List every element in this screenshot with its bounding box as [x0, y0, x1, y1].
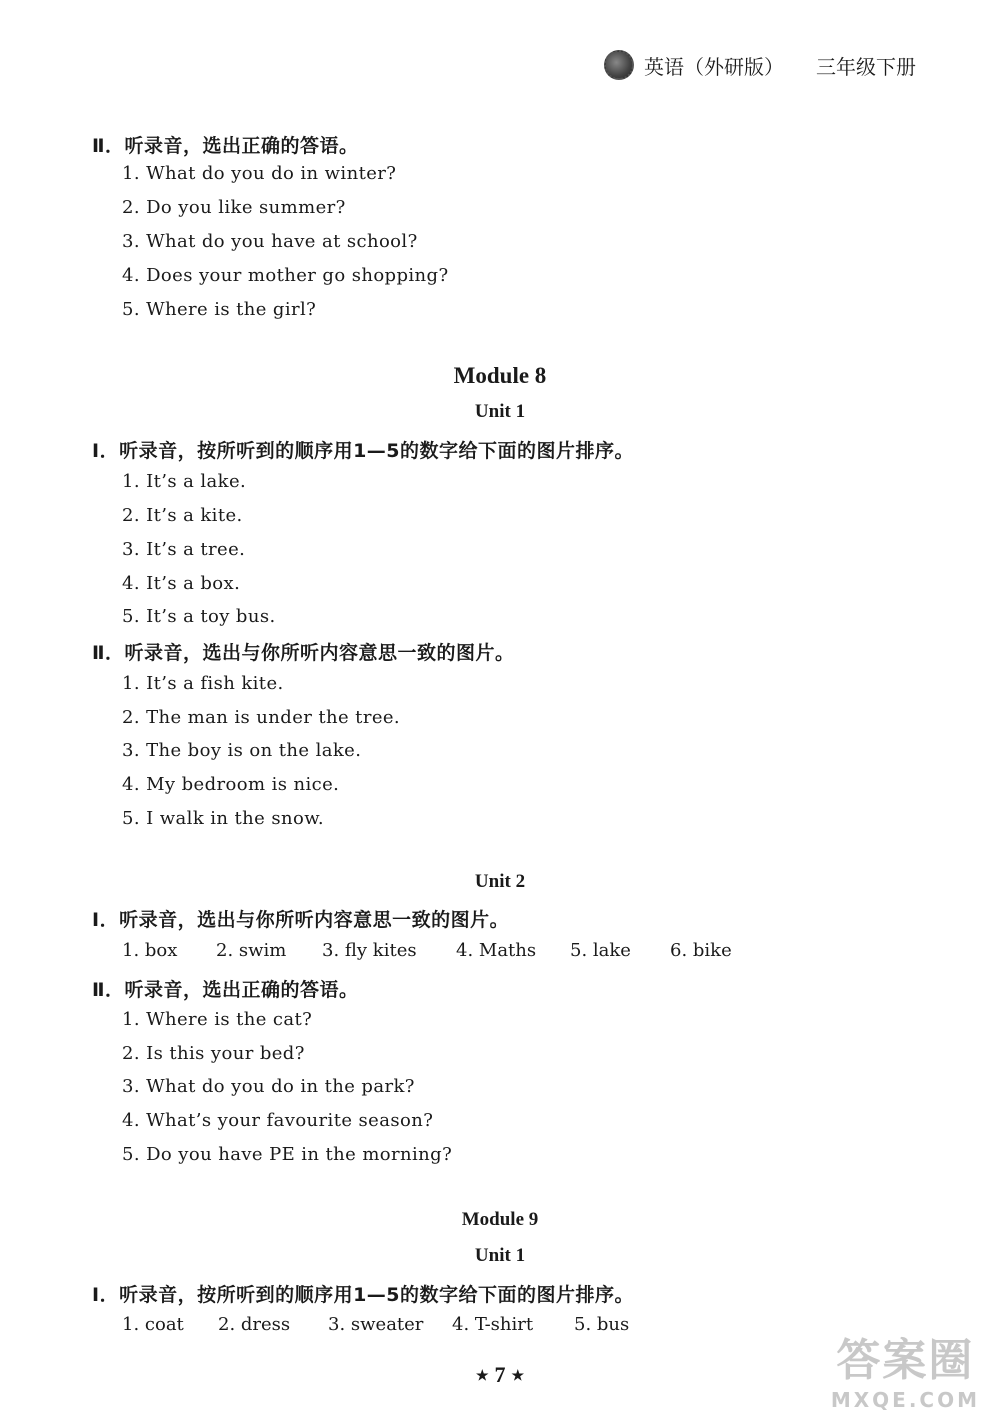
option-item: 1. coat — [122, 1314, 184, 1335]
list-item: 5. Do you have PE in the morning? — [122, 1144, 453, 1165]
options-row — [122, 940, 732, 961]
list-item: 3. What do you have at school? — [122, 231, 418, 252]
list-item: 2. Is this your bed? — [122, 1043, 305, 1064]
list-item: 1. Where is the cat? — [122, 1009, 313, 1030]
star-icon: ★ — [511, 1369, 525, 1385]
option-item: 5. bus — [574, 1314, 630, 1335]
list-item: 3. It’s a tree. — [122, 539, 246, 560]
option-item: 2. swim — [216, 940, 287, 961]
list-item: 5. I walk in the snow. — [122, 808, 324, 829]
watermark-sub: MXQE.COM — [830, 1388, 980, 1412]
star-icon: ★ — [475, 1369, 489, 1385]
list-item: 1. It’s a lake. — [122, 471, 247, 492]
module-heading: Module 9 — [461, 1209, 539, 1230]
unit-heading: Unit 1 — [474, 1245, 526, 1266]
list-item: 5. Where is the girl? — [122, 299, 317, 320]
list-item: 3. The boy is on the lake. — [122, 740, 362, 761]
list-item: 5. It’s a toy bus. — [122, 606, 276, 627]
list-item: 4. It’s a box. — [122, 573, 241, 594]
option-item: 6. bike — [670, 940, 732, 961]
list-item: 4. My bedroom is nice. — [122, 774, 340, 795]
option-item: 2. dress — [218, 1314, 291, 1335]
option-item: 3. sweater — [328, 1314, 424, 1335]
section-title: Ⅱ．听录音，选出正确的答语。 — [92, 979, 359, 1001]
header-grade: 三年级下册 — [816, 54, 916, 79]
section-title: Ⅱ．听录音，选出与你所听内容意思一致的图片。 — [92, 642, 515, 664]
list-item: 4. What’s your favourite season? — [122, 1110, 434, 1131]
unit-heading: Unit 1 — [474, 401, 526, 422]
list-item: 1. What do you do in winter? — [122, 163, 397, 184]
options-row — [122, 1314, 629, 1335]
unit-heading: Unit 2 — [474, 871, 526, 892]
list-item: 3. What do you do in the park? — [122, 1076, 415, 1097]
section-title: Ⅱ．听录音，选出正确的答语。 — [92, 135, 359, 157]
page-number-value: 7 — [494, 1362, 506, 1387]
option-item: 5. lake — [570, 940, 631, 961]
option-item: 1. box — [122, 940, 178, 961]
module-heading: Module 8 — [453, 363, 547, 388]
list-item: 2. Do you like summer? — [122, 197, 346, 218]
option-item: 3. fly kites — [322, 940, 417, 961]
section-title: Ⅰ．听录音，按所听到的顺序用1—5的数字给下面的图片排序。 — [92, 440, 635, 462]
header-subject: 英语（外研版） — [644, 54, 784, 79]
option-item: 4. Maths — [456, 940, 537, 961]
list-item: 4. Does your mother go shopping? — [122, 265, 449, 286]
section-title: Ⅰ．听录音，选出与你所听内容意思一致的图片。 — [92, 909, 510, 931]
section-title: Ⅰ．听录音，按所听到的顺序用1—5的数字给下面的图片排序。 — [92, 1284, 635, 1306]
list-item: 1. It’s a fish kite. — [122, 673, 284, 694]
watermark — [831, 1324, 980, 1412]
list-item: 2. It’s a kite. — [122, 505, 243, 526]
list-item: 2. The man is under the tree. — [122, 707, 401, 728]
watermark-main: 答案圈 — [836, 1335, 975, 1386]
option-item: 4. T-shirt — [452, 1314, 534, 1335]
